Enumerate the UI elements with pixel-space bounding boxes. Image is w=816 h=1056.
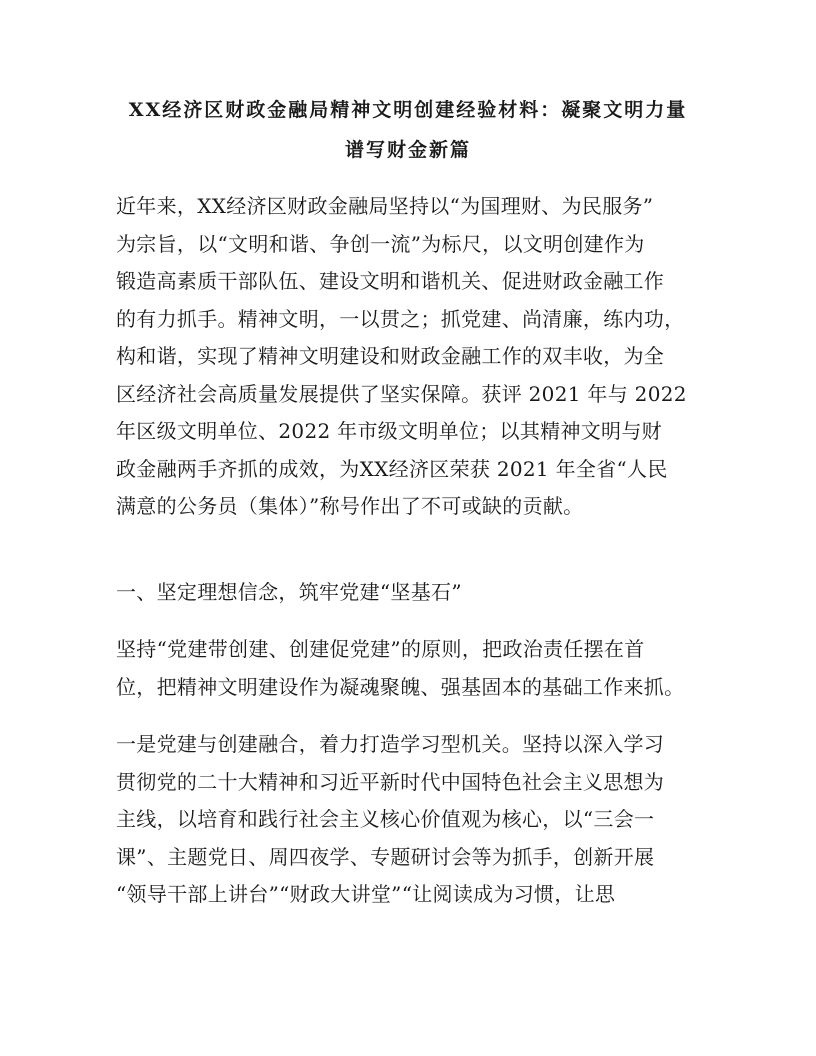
section-1-paragraph (116, 631, 716, 706)
item-1-line: 课”、主题党日、周四夜学、专题研讨会等为抓手，创新开展 (116, 844, 655, 869)
document-title (100, 90, 716, 170)
intro-line: 近年来，XX经济区财政金融局坚持以“为国理财、为民服务” (116, 194, 654, 218)
title-line-1: XX经济区财政金融局精神文明创建经验材料：凝聚文明力量 (128, 99, 688, 121)
intro-paragraph (116, 188, 716, 526)
section-1-item-1 (116, 726, 716, 914)
section-1-heading-text: 一、坚定理想信念，筑牢党建“坚基石” (116, 580, 462, 604)
item-1-line: 贯彻党的二十大精神和习近平新时代中国特色社会主义思想为 (116, 769, 665, 794)
intro-line: 锻造高素质干部队伍、建设文明和谐机关、促进财政金融工作 (116, 269, 665, 293)
intro-line: 年区级文明单位、2022 年市级文明单位；以其精神文明与财 (116, 419, 662, 443)
item-1-line: “领导干部上讲台”“财政大讲堂”“让阅读成为习惯，让思 (116, 882, 616, 906)
item-1-line: 一是党建与创建融合，着力打造学习型机关。坚持以深入学习 (116, 732, 665, 756)
intro-line: 区经济社会高质量发展提供了坚实保障。获评 2021 年与 2022 (116, 381, 687, 406)
section-1-line: 位，把精神文明建设作为凝魂聚魄、强基固本的基础工作来抓。 (116, 674, 685, 699)
section-1-line: 坚持“党建带创建、创建促党建”的原则，把政治责任摆在首 (116, 637, 645, 661)
intro-line: 的有力抓手。精神文明，一以贯之；抓党建、尚清廉，练内功， (116, 306, 685, 331)
section-1-heading (116, 574, 716, 612)
intro-line: 满意的公务员（集体）”称号作出了不可或缺的贡献。 (116, 494, 584, 518)
item-1-line: 主线，以培育和践行社会主义核心价值观为核心，以“三会一 (116, 807, 655, 831)
intro-line: 为宗旨，以“文明和谐、争创一流”为标尺，以文明创建作为 (116, 231, 645, 256)
title-line-2: 谱写财金新篇 (344, 139, 471, 161)
intro-line: 构和谐，实现了精神文明建设和财政金融工作的双丰收，为全 (116, 344, 665, 368)
intro-line: 政金融两手齐抓的成效，为XX经济区荣获 2021 年全省“人民 (116, 456, 668, 481)
